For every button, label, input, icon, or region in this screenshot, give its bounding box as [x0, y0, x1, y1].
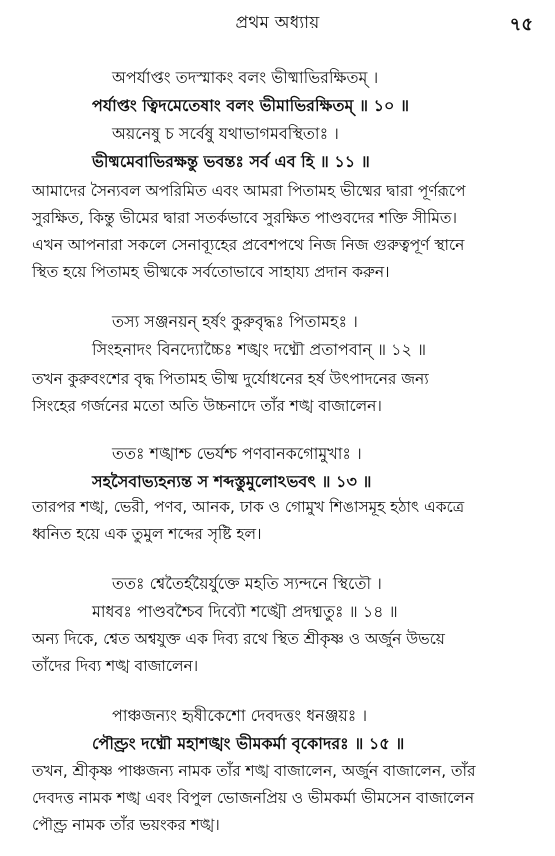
translation-paragraph — [32, 494, 532, 548]
translation-line: তারপর শঙ্খ, ভেরী, পণব, আনক, ঢাক ও গোমুখ শিঙাসমূহ হঠাৎ একত্রে — [32, 498, 465, 516]
translation-line: তখন, শ্রীকৃষ্ণ পাঞ্চজন্য নামক তাঁর শঙ্খ বাজালেন, অর্জুন বাজালেন, তাঁর — [32, 762, 476, 780]
translation-paragraph — [32, 626, 532, 680]
translation-paragraph — [32, 178, 532, 286]
translation-line: ধ্বনিত হয়ে এক তুমুল শব্দের সৃষ্টি হল। — [32, 525, 262, 543]
verse-line: পর্যাপ্তং ত্বিদমেতেষাং বলং ভীমাভিরক্ষিতম্ ॥ ১০ ॥ — [92, 96, 409, 115]
page-number: ৭৫ — [509, 14, 533, 35]
verse-block — [0, 570, 555, 626]
verse-block — [0, 702, 555, 758]
verse-line: ততঃ শঙ্খাশ্চ ভের্যশ্চ পণবানকগোমুখাঃ । — [112, 444, 362, 463]
translation-line: পৌণ্ড্র নামক তাঁর ভয়ংকর শঙ্খ। — [32, 816, 220, 834]
verse-line: সিংহনাদং বিনদ্যোচ্চৈঃ শঙ্খং দধ্মৌ প্রতাপবান্ ॥ ১২ ॥ — [92, 340, 427, 359]
verse-block — [0, 308, 555, 364]
verse-block — [0, 440, 555, 496]
translation-line: আমাদের সৈন্যবল অপরিমিত এবং আমরা পিতামহ ভীষ্মের দ্বারা পূর্ণরূপে — [32, 182, 466, 200]
translation-line: তাঁদের দিব্য শঙ্খ বাজালেন। — [32, 657, 199, 675]
translation-line: স্থিত হয়ে পিতামহ ভীষ্মকে সর্বতোভাবে সাহায্য প্রদান করুন। — [32, 263, 390, 281]
verse-line: ভীষ্মমেবাভিরক্ষন্তু ভবন্তঃ সর্ব এব হি ॥ ১১ ॥ — [92, 152, 370, 171]
verse-line: অপর্যাপ্তং তদস্মাকং বলং ভীষ্মাভিরক্ষিতম্ । — [112, 68, 379, 87]
translation-paragraph — [32, 366, 532, 420]
translation-line: সুরক্ষিত, কিন্তু ভীমের দ্বারা সতর্কভাবে সুরক্ষিত পাণ্ডবদের শক্তি সীমিত। — [32, 209, 457, 227]
page-header — [0, 8, 555, 36]
translation-line: তখন কুরুবংশের বৃদ্ধ পিতামহ ভীষ্ম দুর্যোধনের হর্ষ উৎপাদনের জন্য — [32, 370, 429, 388]
translation-line: এখন আপনারা সকলে সেনাব্যূহের প্রবেশপথে নিজ নিজ গুরুত্বপূর্ণ স্থানে — [32, 236, 465, 254]
verse-line: অয়নেষু চ সর্বেষু যথাভাগমবস্থিতাঃ । — [112, 124, 339, 143]
verse-line: তস্য সঞ্জনয়ন্ হর্ষং কুরুবৃদ্ধঃ পিতামহঃ । — [112, 312, 358, 331]
translation-line: দেবদত্ত নামক শঙ্খ এবং বিপুল ভোজনপ্রিয় ও ভীমকর্মা ভীমসেন বাজালেন — [32, 789, 475, 807]
verse-line: পাঞ্চজন্যং হৃষীকেশো দেবদত্তং ধনঞ্জয়ঃ । — [112, 706, 368, 725]
verse-block — [0, 64, 555, 176]
translation-line: সিংহের গর্জনের মতো অতি উচ্চনাদে তাঁর শঙ্খ বাজালেন। — [32, 397, 382, 415]
verse-line: পৌণ্ড্রং দধ্মৌ মহাশঙ্খং ভীমকর্মা বৃকোদরঃ ॥ ১৫ ॥ — [92, 734, 405, 753]
translation-paragraph — [32, 758, 532, 839]
verse-line: সহসৈবাভ্যহন্যন্ত স শব্দস্তুমুলোঽভবৎ ॥ ১৩ ॥ — [92, 472, 372, 491]
verse-line: ততঃ শ্বেতৈর্হয়ৈর্যুক্তে মহতি স্যন্দনে স্থিতৌ । — [112, 574, 382, 593]
translation-line: অন্য দিকে, শ্বেত অশ্বযুক্ত এক দিব্য রথে স্থিত শ্রীকৃষ্ণ ও অর্জুন উভয়ে — [32, 630, 445, 648]
chapter-title: প্রথম অধ্যায় — [235, 13, 320, 33]
verse-line: মাধবঃ পাণ্ডবশ্চৈব দিব্যৌ শঙ্খৌ প্রদধ্মতুঃ ॥ ১৪ ॥ — [92, 602, 398, 621]
